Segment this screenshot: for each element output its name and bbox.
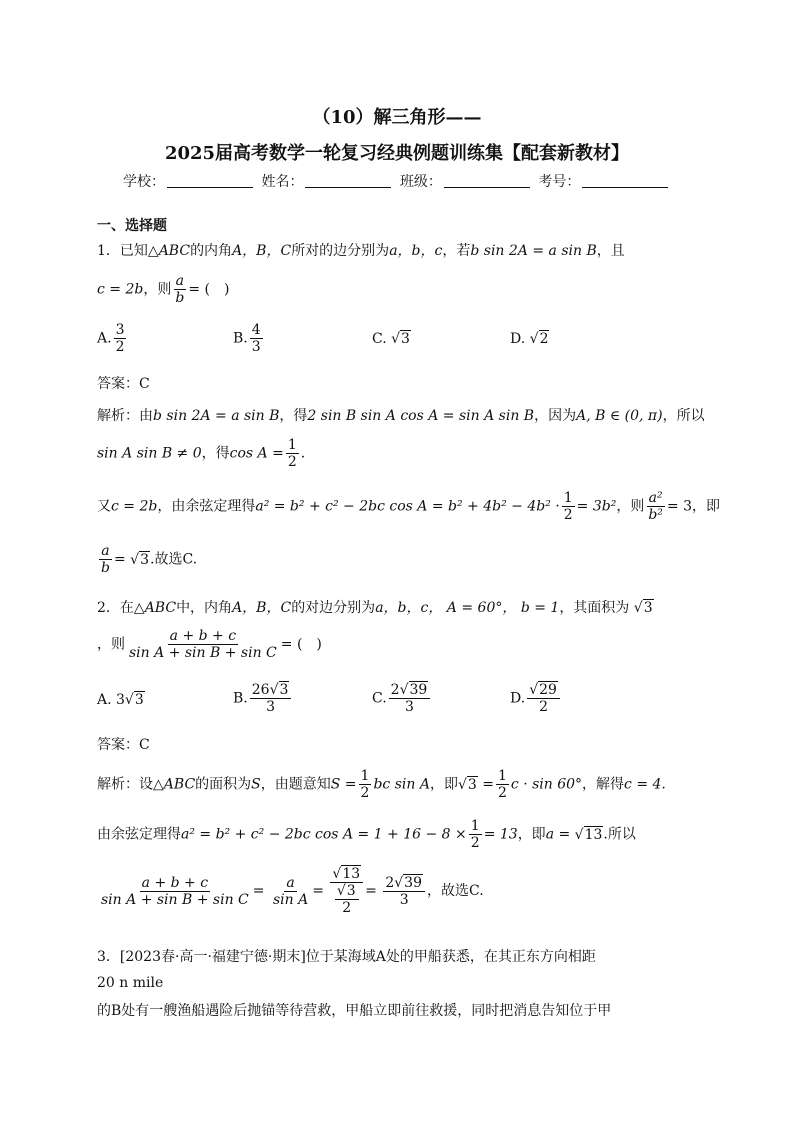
field-class-label: 班级： xyxy=(399,174,442,190)
q2-solution-line1: 解析：设△ABC的面积为S，由题意知S = $\frac{1}{2}$ bc sin A，即√3 = $\frac{1}{2}$ c · sin 60°，解得c = 4. xyxy=(97,768,666,802)
q2-solution-line3: $\frac{a + b + c}{\text{sin A + sin B + sin C}}$ = $\frac{a}{\text{sin A}}$ = $\frac{√13}{\frac{√3}{2}}$ = $\frac{2√39}{3}$ ，故选C. xyxy=(101,866,484,917)
field-number-blank[interactable] xyxy=(582,173,668,188)
q1-solution-line1: 解析：由b sin 2A = a sin B，得2 sin B sin A cos A = sin A sin B，因为A, B ∈ (0, π)，所以 xyxy=(97,408,705,424)
q2-stem-line1: 2．在△ABC中，内角A，B，C的对边分别为a，b，c， A = 60°， b = 1，其面积为 √3 xyxy=(97,600,653,616)
q1-option-a[interactable]: A. $\frac{3}{2}$ xyxy=(97,322,125,356)
field-school-blank[interactable] xyxy=(167,173,253,188)
q1-stem-line2: c = 2b，则 $\frac{a}{b}$ = ( ) xyxy=(97,273,230,307)
fraction: $\frac{a}{b}$ xyxy=(175,273,185,307)
field-class-blank[interactable] xyxy=(444,173,530,188)
q2-option-a[interactable]: A. 3√3 xyxy=(97,692,144,708)
q1-solution-line4: $\frac{a}{b}$ = √3.故选C. xyxy=(101,543,198,577)
field-number-label: 考号： xyxy=(538,174,581,190)
q1-answer: 答案：C xyxy=(97,376,150,392)
q1-solution-line3: 又c = 2b，由余弦定理得a² = b² + c² − 2bc cos A = b² + 4b² − 4b² · $\frac{1}{2}$ = 3b²，则 $\frac{\text{a²}}{\text{b²}}$ = 3，即 xyxy=(97,490,720,524)
field-school-label: 学校： xyxy=(123,174,165,190)
q2-answer: 答案：C xyxy=(97,737,150,753)
q1-option-c[interactable]: C. √3 xyxy=(372,331,410,347)
q1-stem-line1: 1．已知△ABC的内角A，B，C所对的边分别为a，b，c，若b sin 2A = a sin B，且 xyxy=(97,243,625,259)
q1-option-d[interactable]: D. √2 xyxy=(510,331,549,347)
q3-stem-line2: 20 n mile xyxy=(97,975,164,991)
field-name-label: 姓名： xyxy=(261,174,304,190)
q2-option-d[interactable]: D. $\frac{√29}{2}$ xyxy=(510,682,562,715)
q2-stem-line2: ，则 $\frac{a + b + c}{\text{sin A + sin B + sin C}}$ = ( ) xyxy=(97,628,322,662)
q2-option-c[interactable]: C. $\frac{2√39}{3}$ xyxy=(372,682,432,715)
q2-solution-line2: 由余弦定理得a² = b² + c² − 2bc cos A = 1 + 16 − 8 × $\frac{1}{2}$ = 13，即a = √13.所以 xyxy=(97,818,636,852)
q1-solution-line2: sin A sin B ≠ 0，得cos A = $\frac{1}{2}$ . xyxy=(97,437,306,471)
field-name-blank[interactable] xyxy=(305,173,391,188)
title-line-2: 2025届高考数学一轮复习经典例题训练集【配套新教材】 xyxy=(164,143,630,164)
q2-option-b[interactable]: B. $\frac{26√3}{3}$ xyxy=(233,682,293,715)
section-heading: 一、选择题 xyxy=(97,218,167,234)
q3-stem-line3: 的B处有一艘渔船遇险后抛锚等待营救，甲船立即前往救援，同时把消息告知位于甲 xyxy=(97,1003,612,1019)
title-line-1: （10）解三角形—— xyxy=(312,107,482,128)
student-info-fields xyxy=(123,171,672,191)
q3-stem-line1: 3．[2023春·高一·福建宁德·期末]位于某海域A处的甲船获悉，在其正东方向相距 xyxy=(97,949,596,965)
q1-option-b[interactable]: B. $\frac{4}{3}$ xyxy=(233,322,261,356)
